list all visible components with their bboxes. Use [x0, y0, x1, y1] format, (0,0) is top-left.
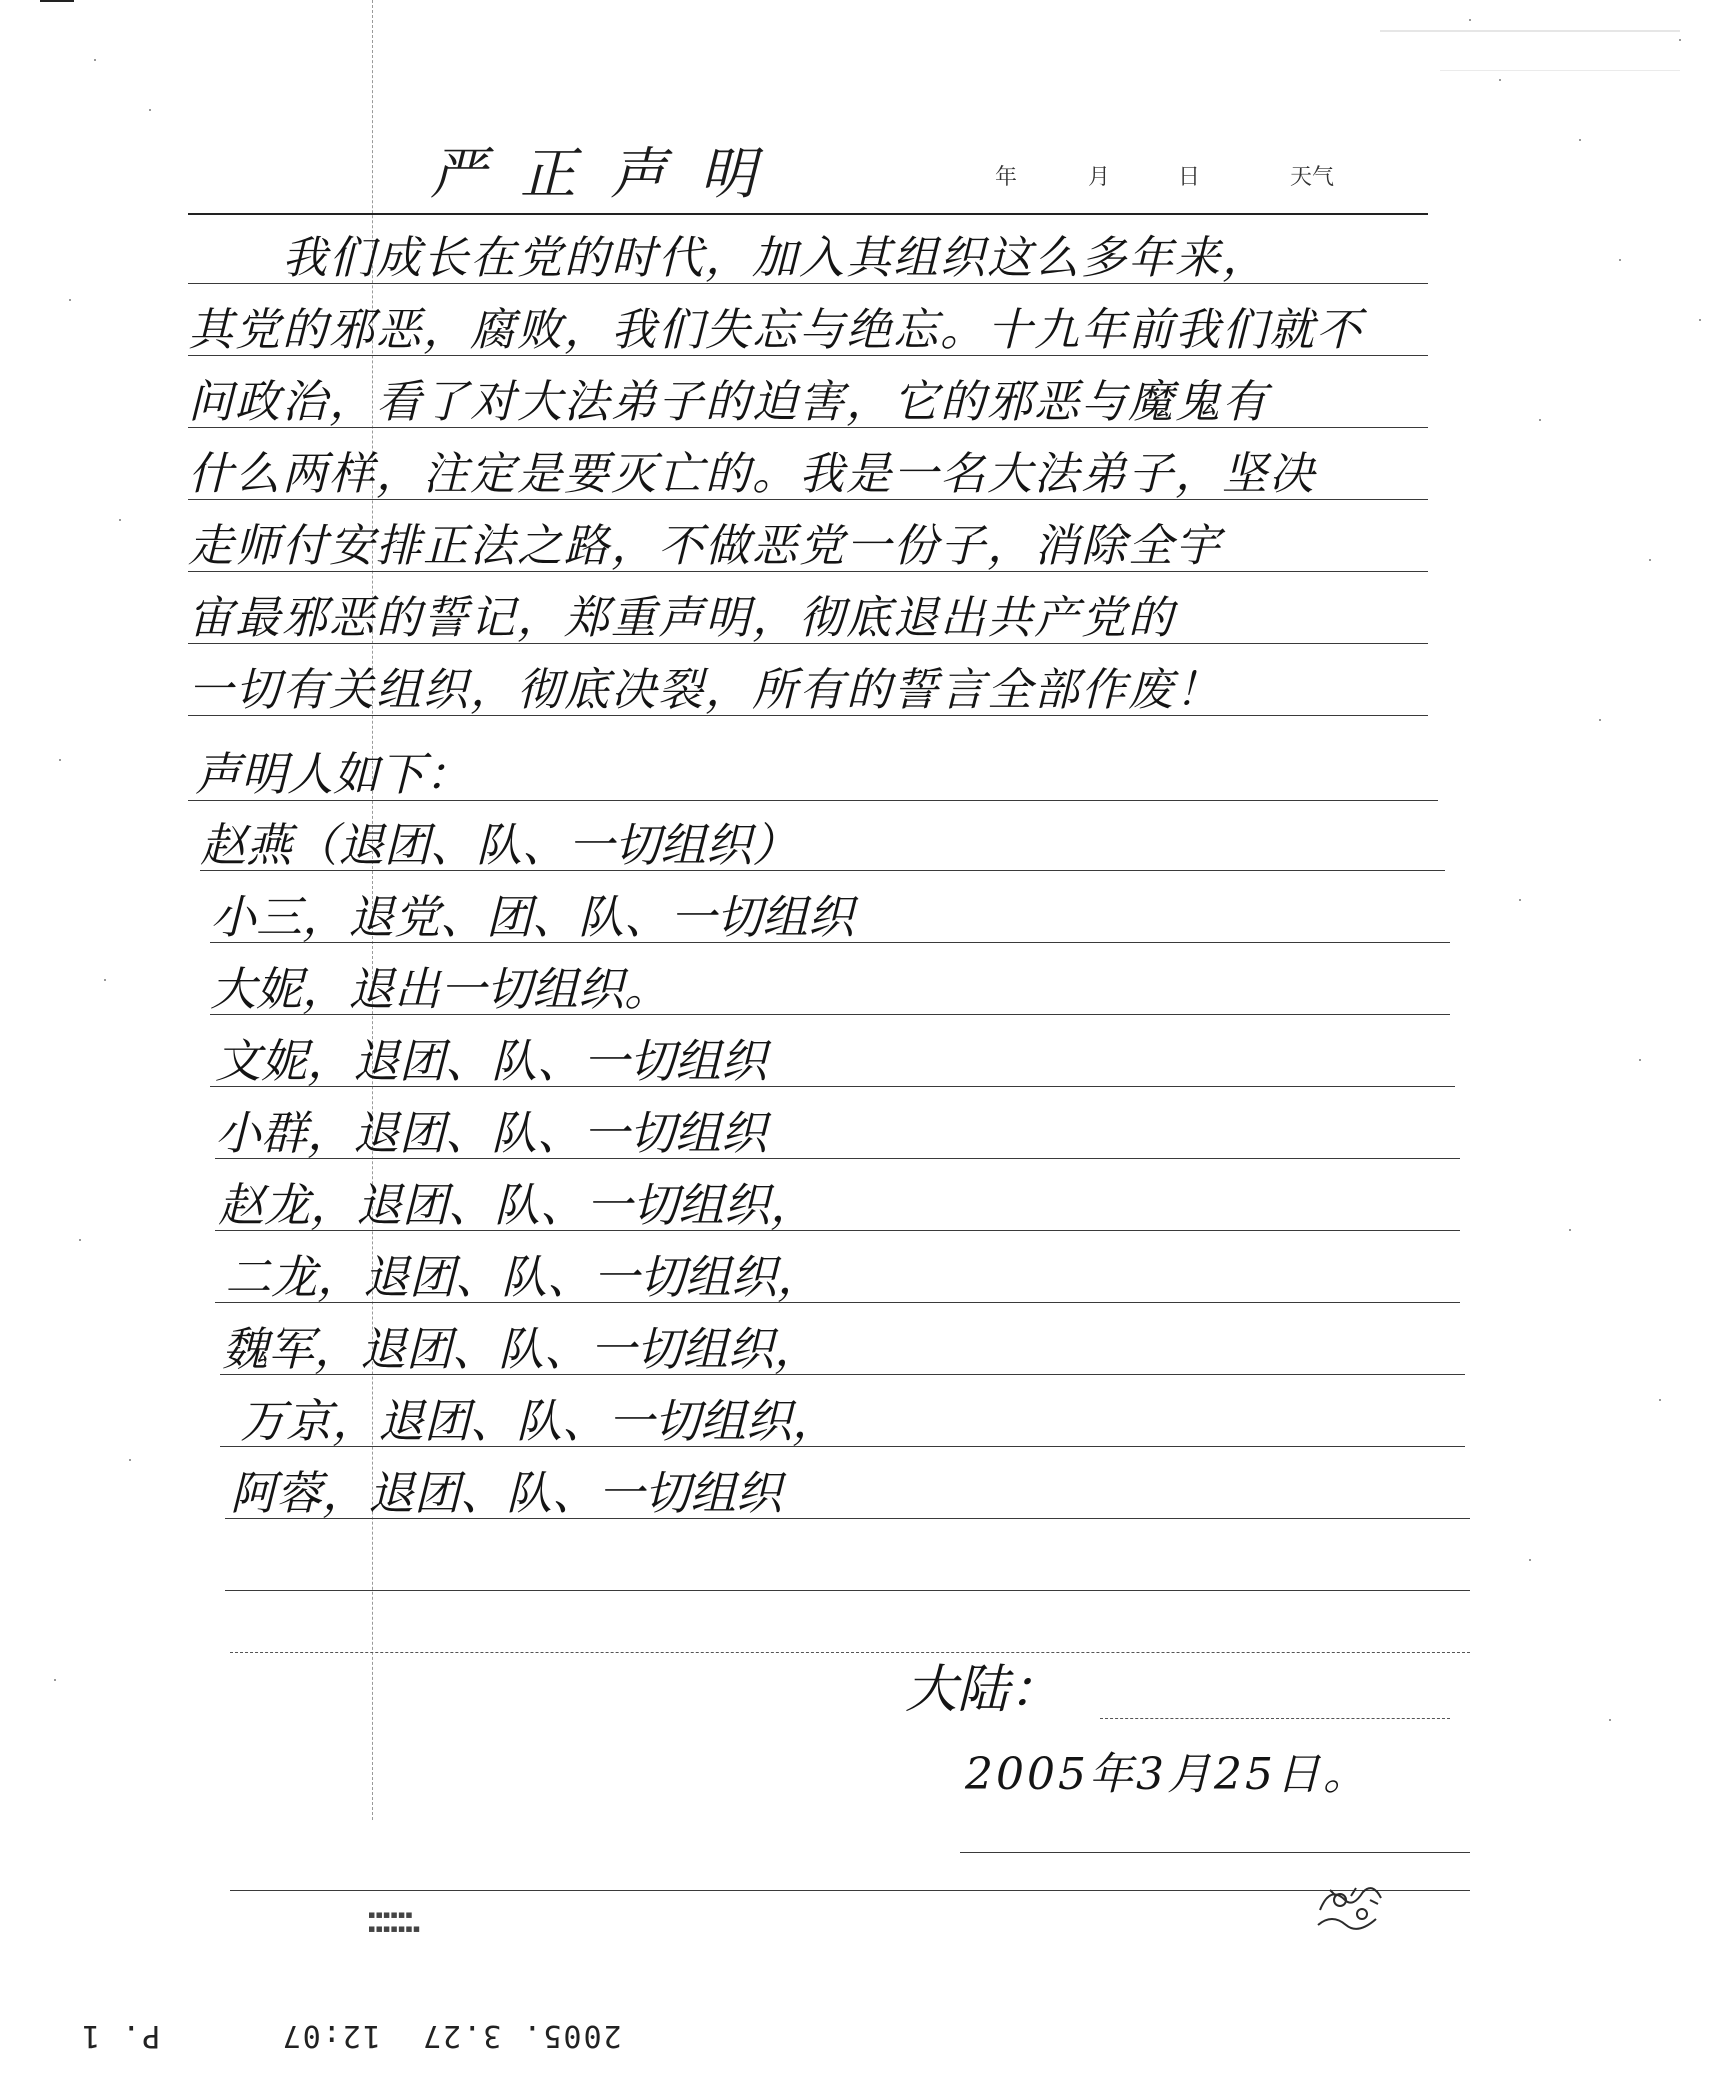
statement-line-3: 问政治，看了对大法弟子的迫害，它的邪恶与魔鬼有: [188, 375, 1270, 428]
corner-mark: [40, 0, 74, 2]
printed-mark: ▪▪▪▪▪▪ ▪▪▪▪▪▪▪: [368, 1908, 421, 1935]
declarants-intro: 声明人如下：: [195, 747, 471, 801]
signature: 大陆：: [905, 1660, 1062, 1720]
declarant-row: 赵龙，退团、队、一切组织，: [218, 1178, 816, 1232]
fax-footer: 2005. 3.27 12:07 P. 1: [80, 2018, 622, 2053]
statement-line-6: 宙最邪恶的誓记，郑重声明，彻底退出共产党的: [188, 591, 1176, 644]
declarant-row: 小群，退团、队、一切组织: [215, 1106, 767, 1160]
statement-line-4: 什么两样，注定是要灭亡的。我是一名大法弟子，坚决: [188, 447, 1317, 500]
declarant-row: 二龙，退团、队、一切组织，: [225, 1250, 823, 1304]
ruled-line: [1100, 1718, 1450, 1719]
statement-line-7: 一切有关组织，彻底决裂，所有的誓言全部作废！: [188, 663, 1223, 716]
month-label: 月: [1088, 165, 1111, 190]
declarant-row: 赵燕（退团、队、一切组织）: [200, 818, 798, 872]
declarant-row: 文妮，退团、队、一切组织: [215, 1034, 767, 1088]
statement-line-2: 其党的邪恶，腐败，我们失忘与绝忘。十九年前我们就不: [188, 303, 1364, 356]
day-label: 日: [1178, 165, 1201, 190]
declarant-row: 万京，退团、队、一切组织，: [240, 1394, 838, 1448]
weather-label: 天气: [1290, 165, 1335, 190]
declarant-row: 大妮，退出一切组织。: [210, 962, 670, 1016]
declarant-row: 小三，退党、团、队、一切组织: [210, 890, 854, 944]
signature-date: 2005年3月25日。: [965, 1749, 1370, 1800]
declarant-row: 阿蓉，退团、队、一切组织: [230, 1466, 782, 1520]
ruled-line: [960, 1852, 1470, 1853]
statement-line-5: 走师付安排正法之路，不做恶党一份子，消除全宇: [188, 519, 1223, 572]
year-label: 年: [995, 165, 1018, 190]
declarant-row: 魏军，退团、队、一切组织，: [222, 1322, 820, 1376]
ruled-line: [230, 1652, 1470, 1653]
header-rule: [188, 213, 1428, 215]
ruled-line: [225, 1590, 1470, 1591]
statement-line-1: 我们成长在党的时代，加入其组织这么多年来，: [188, 231, 1270, 284]
ruled-line: [230, 1890, 1470, 1891]
page-title: 严正声明: [430, 142, 790, 207]
seal-icon: [1310, 1870, 1390, 1940]
